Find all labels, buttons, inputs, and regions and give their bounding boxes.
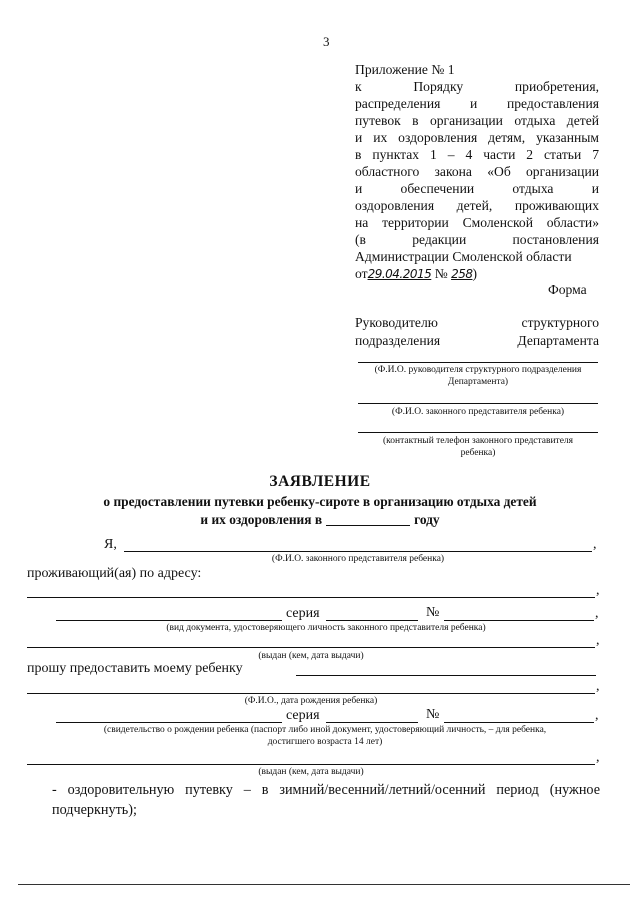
- series-label: серия: [286, 708, 320, 723]
- appendix-line-7: областного закона «Об организации: [355, 164, 599, 179]
- appendix-line-2: к Порядку приобретения,: [355, 79, 599, 94]
- series-line[interactable]: [326, 722, 418, 723]
- voucher-paragraph: - оздоровительную путевку – в зимний/весенний/летний/осенний период (нужное подчеркнуть);: [52, 782, 600, 818]
- appendix-line-6: в пунктах 1 – 4 части 2 статьи 7: [355, 147, 599, 162]
- child-line-1[interactable]: [296, 675, 596, 676]
- appendix-line-5: и их оздоровления детям, указанным: [355, 130, 599, 145]
- document-title: ЗАЯВЛЕНИЕ: [269, 473, 371, 490]
- appendix-line-10: на территории Смоленской области»: [355, 215, 599, 230]
- head-fio-line[interactable]: [358, 362, 598, 363]
- head-fio-caption: (Ф.И.О. руководителя структурного подразделения Департамента): [374, 365, 582, 387]
- issued-line[interactable]: [27, 764, 595, 765]
- child-fio-caption: (Ф.И.О., дата рождения ребенка): [244, 696, 378, 706]
- issued-caption: (выдан (кем, дата выдачи): [258, 767, 364, 777]
- document-subtitle: о предоставлении путевки ребенку-сироте в организацию отдыха детей и их оздоровления в году: [30, 493, 610, 529]
- year-blank[interactable]: [326, 513, 410, 526]
- comma: ,: [596, 679, 600, 694]
- address-label: проживающий(ая) по адресу:: [27, 566, 202, 581]
- addressee-line-1: Руководителю структурного: [355, 315, 599, 330]
- comma: ,: [596, 583, 600, 598]
- appendix-block: [355, 61, 599, 283]
- number-line[interactable]: [444, 722, 594, 723]
- rep-fio-line[interactable]: [358, 403, 598, 404]
- page-number: 3: [323, 34, 330, 49]
- subtitle-year-line: и их оздоровления в году: [200, 512, 440, 527]
- number-line[interactable]: [444, 620, 594, 621]
- series-label: серия: [286, 606, 320, 621]
- comma: ,: [595, 708, 599, 723]
- doc-type-line[interactable]: [56, 620, 282, 621]
- ya-fio-caption: (Ф.И.О. законного представителя ребенка): [271, 554, 445, 564]
- issued-caption: (выдан (кем, дата выдачи): [258, 651, 364, 661]
- request-label: прошу предоставить моему ребенку: [27, 661, 243, 676]
- issued-line[interactable]: [27, 647, 595, 648]
- addressee-line-2: подразделения Департамента: [355, 333, 599, 348]
- handwritten-date: 29.04.2015: [367, 267, 432, 281]
- appendix-line-8: и обеспечении отдыха и: [355, 181, 599, 196]
- appendix-date-line: от29.04.2015 № 258): [355, 266, 478, 281]
- addressee-block: [355, 314, 599, 350]
- ya-label: Я,: [104, 537, 117, 552]
- phone-caption: (контактный телефон законного представителя ребенка): [382, 436, 574, 458]
- appendix-line-3: распределения и предоставления: [355, 96, 599, 111]
- address-line[interactable]: [27, 597, 595, 598]
- appendix-title: Приложение № 1: [355, 62, 455, 77]
- phone-line[interactable]: [358, 432, 598, 433]
- comma: ,: [596, 750, 600, 765]
- appendix-line-12: Администрации Смоленской области: [355, 249, 572, 264]
- rep-fio-caption: (Ф.И.О. законного представителя ребенка): [391, 407, 565, 417]
- form-label: Форма: [548, 282, 587, 297]
- child-line-2[interactable]: [27, 693, 595, 694]
- comma: ,: [593, 537, 597, 552]
- doc-type-caption: (вид документа, удостоверяющего личность законного представителя ребенка): [166, 623, 486, 633]
- handwritten-number: 258: [451, 267, 473, 281]
- appendix-line-9: оздоровления детей, проживающих: [355, 198, 599, 213]
- number-label: №: [426, 707, 440, 722]
- comma: ,: [596, 633, 600, 648]
- birth-cert-line[interactable]: [56, 722, 282, 723]
- bottom-rule: [18, 884, 630, 885]
- appendix-line-11: (в редакции постановления: [355, 232, 599, 247]
- birth-cert-caption: (свидетельство о рождении ребенка (паспорт либо иной документ, удостоверяющий личность, – для ребенка, достигшего возраста 14 лет): [103, 725, 547, 747]
- series-line[interactable]: [326, 620, 418, 621]
- ya-fio-line[interactable]: [124, 551, 592, 552]
- number-label: №: [426, 605, 440, 620]
- comma: ,: [595, 606, 599, 621]
- appendix-line-4: путевок в организации отдыха детей: [355, 113, 599, 128]
